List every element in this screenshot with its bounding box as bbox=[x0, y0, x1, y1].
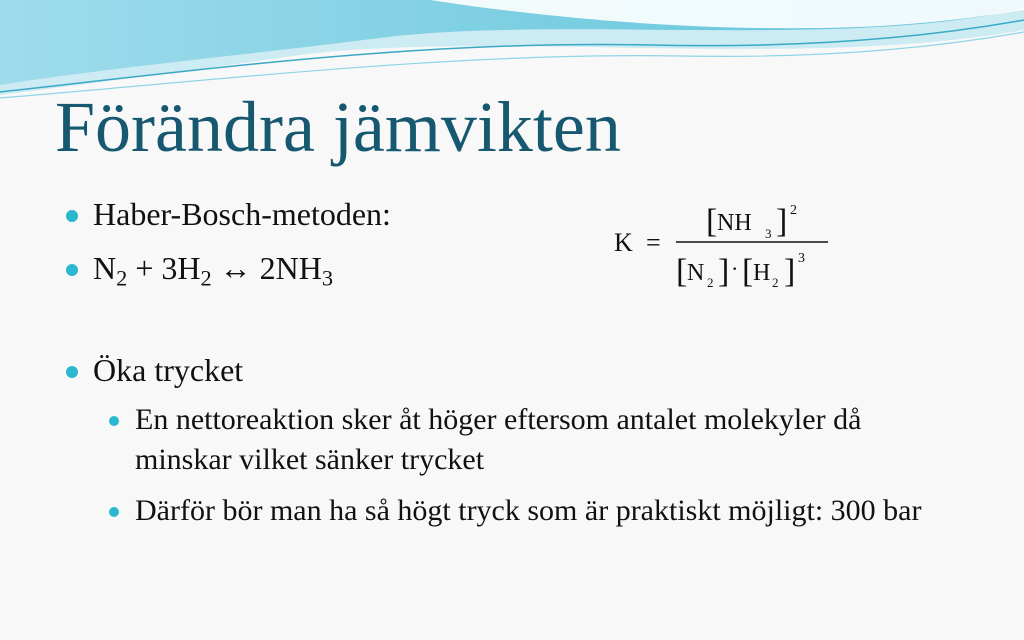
bullet-dot bbox=[109, 507, 119, 517]
sub-bullet-net-reaction bbox=[135, 400, 935, 480]
bullet-text: Öka trycket bbox=[93, 352, 244, 388]
bullet-text: En nettoreaktion sker åt höger eftersom antalet molekyler då minskar vilket sänker trycket bbox=[135, 403, 862, 476]
bullet-dot bbox=[66, 210, 78, 222]
den-bracket-close-2: ] bbox=[784, 253, 796, 290]
num-subscript: 3 bbox=[765, 226, 772, 241]
bullet-reaction bbox=[93, 250, 334, 291]
bullet-dot bbox=[66, 366, 78, 378]
reaction-arrow-nh: ↔ 2NH bbox=[211, 250, 322, 286]
formula-equals: = bbox=[646, 228, 661, 257]
num-exponent: 2 bbox=[790, 203, 797, 218]
sub-bullet-high-pressure bbox=[135, 491, 935, 531]
den-bracket-close-1: ] bbox=[718, 253, 730, 290]
bullet-haber-bosch bbox=[93, 198, 391, 230]
bullet-dot bbox=[109, 416, 119, 426]
den-subscript-1: 2 bbox=[707, 275, 714, 290]
den-exponent: 3 bbox=[798, 251, 805, 266]
den-bracket-open-2: [ bbox=[742, 253, 754, 290]
equilibrium-constant-formula bbox=[610, 196, 840, 296]
bullet-pressure bbox=[93, 354, 243, 386]
bullet-text: Haber-Bosch-metoden: bbox=[93, 196, 391, 232]
num-bracket-close: ] bbox=[776, 203, 788, 240]
den-species-1: N bbox=[687, 260, 705, 286]
num-bracket-open: [ bbox=[706, 203, 718, 240]
den-bracket-open-1: [ bbox=[676, 253, 688, 290]
den-species-2: H bbox=[753, 260, 771, 286]
num-species: NH bbox=[717, 210, 752, 236]
bullet-dot bbox=[66, 264, 78, 276]
den-subscript-2: 2 bbox=[772, 275, 779, 290]
reaction-nh-subscript: 3 bbox=[321, 265, 334, 291]
slide-title: Förändra jämvikten bbox=[55, 87, 621, 167]
bullet-text: Därför bör man ha så högt tryck som är praktiskt möjligt: 300 bar bbox=[135, 494, 922, 527]
den-dot: · bbox=[731, 256, 739, 281]
reaction-plus-h: + 3H bbox=[127, 250, 201, 286]
reaction-h-subscript: 2 bbox=[200, 265, 212, 291]
formula-k: K bbox=[614, 228, 633, 257]
reaction-n: N bbox=[93, 250, 117, 286]
reaction-n-subscript: 2 bbox=[116, 265, 128, 291]
